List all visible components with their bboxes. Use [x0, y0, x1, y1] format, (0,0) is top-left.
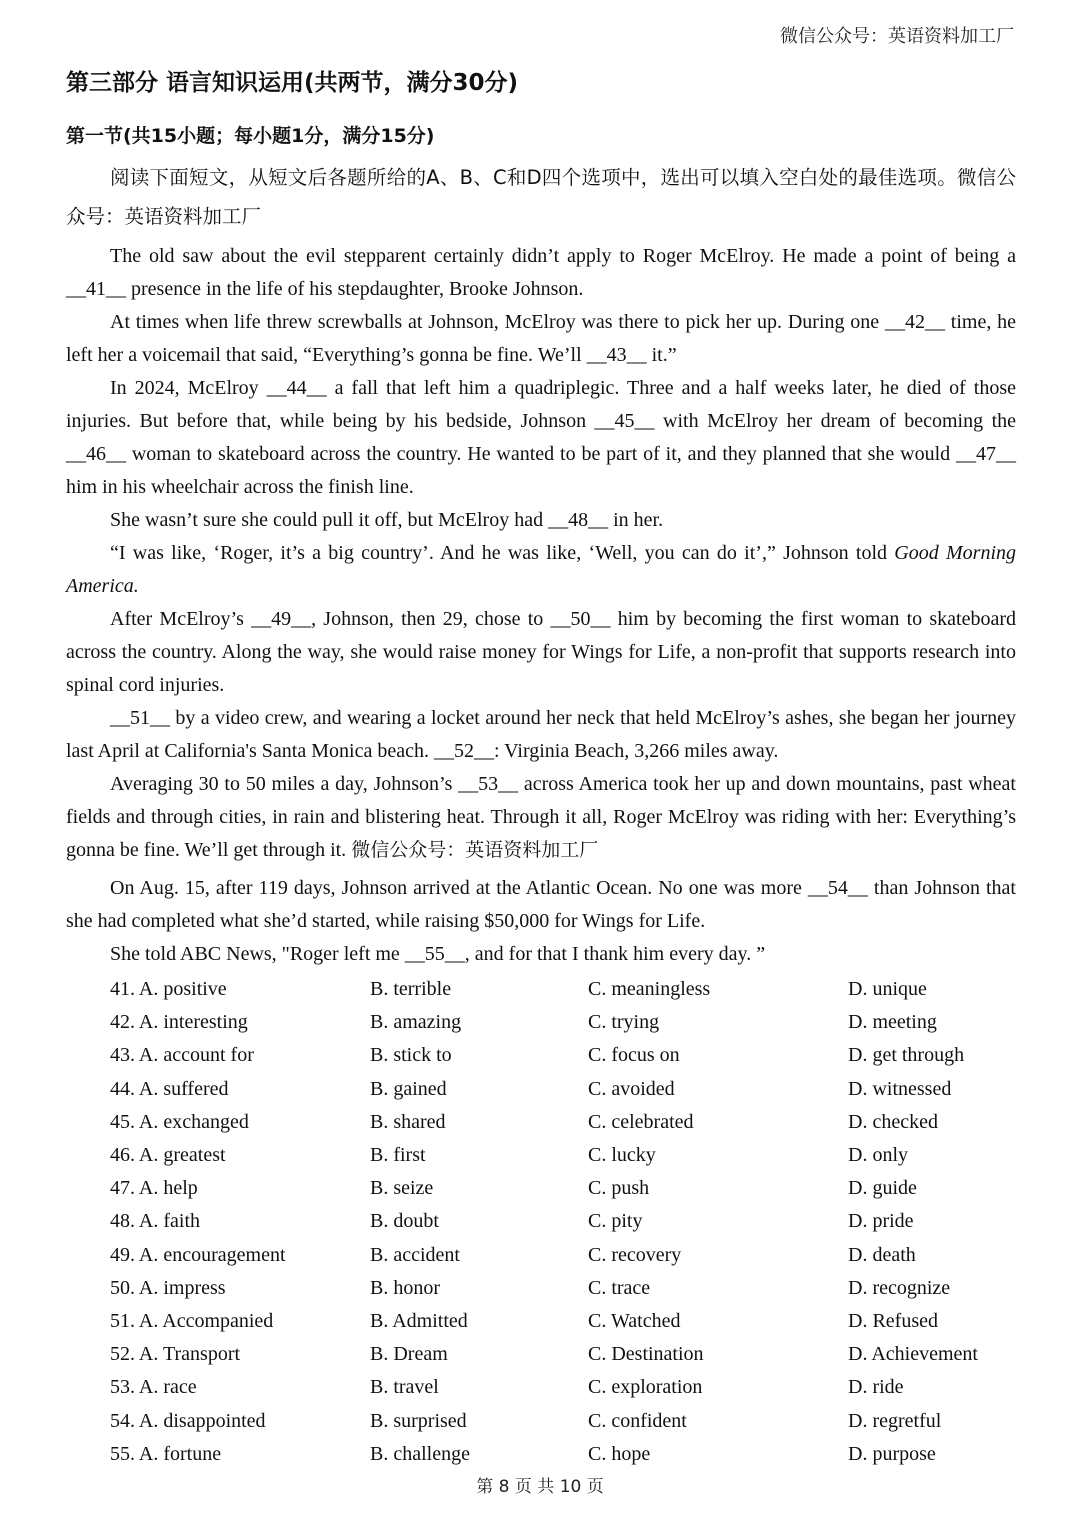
option-a-text: A. suffered [138, 1077, 229, 1100]
question-row [66, 1205, 1016, 1238]
option-a-text: A. impress [138, 1276, 226, 1299]
question-number: 48. [110, 1210, 135, 1233]
question-row [66, 1073, 1016, 1106]
option-b[interactable]: B. terrible [370, 978, 452, 1000]
passage-paragraph-10: She told ABC News, "Roger left me __55__, and for that I thank him every day. ” [110, 943, 766, 965]
question-number: 44. [110, 1077, 135, 1100]
option-a-text: A. greatest [138, 1144, 226, 1167]
option-c[interactable]: C. meaningless [588, 978, 711, 1000]
option-a-text: A. account for [138, 1044, 254, 1067]
option-b[interactable]: B. stick to [370, 1044, 452, 1067]
question-row [66, 1438, 1016, 1471]
passage-paragraph-1: The old saw about the evil stepparent certainly didn’t apply to Roger McElroy. He made a point of being a __41__ presence in the life of his stepdaughter, Brooke Johnson. [66, 245, 1016, 300]
option-d[interactable]: D. unique [848, 978, 927, 1000]
passage-paragraph-6: After McElroy’s __49__, Johnson, then 29, chose to __50__ him by becoming the first woman to skateboard across the country. Along the way, she would raise money for Wings for Life, a non-profit that supports research into spinal cord injuries. [66, 608, 1016, 696]
option-b[interactable]: B. doubt [370, 1210, 439, 1233]
option-d[interactable]: D. guide [848, 1177, 917, 1200]
question-number: 49. [110, 1243, 135, 1266]
option-c[interactable]: C. trying [588, 1011, 660, 1034]
option-a-text: A. help [138, 1177, 198, 1200]
question-row [66, 1305, 1016, 1338]
passage-paragraph-5 [66, 537, 1016, 603]
header-watermark: 微信公众号：英语资料加工厂 [780, 26, 1014, 47]
option-c[interactable]: C. avoided [588, 1077, 675, 1100]
question-number: 54. [110, 1409, 135, 1432]
question-row [66, 1039, 1016, 1072]
passage [66, 240, 1016, 971]
page-number: 第 8 页 共 10 页 [476, 1477, 604, 1497]
option-a-text: A. faith [138, 1210, 200, 1233]
option-c[interactable]: C. focus on [588, 1044, 680, 1067]
question-number: 47. [110, 1177, 135, 1200]
option-a-text: A. fortune [138, 1442, 222, 1465]
question-row [66, 1239, 1016, 1272]
option-d[interactable]: D. Refused [848, 1310, 938, 1333]
passage-paragraph-5-text: “I was like, ‘Roger, it’s a big country’. And he was like, ‘Well, you can do it’,” Johnson told [110, 542, 895, 564]
option-c[interactable]: C. Destination [588, 1343, 704, 1366]
option-b[interactable]: B. Admitted [370, 1310, 468, 1333]
question-number: 52. [110, 1343, 135, 1366]
question-number: 45. [110, 1110, 135, 1133]
passage-watermark: 微信公众号：英语资料加工厂 [351, 839, 599, 861]
option-c[interactable]: C. exploration [588, 1376, 703, 1399]
option-d[interactable]: D. get through [848, 1044, 965, 1067]
question-number: 46. [110, 1144, 135, 1167]
option-a[interactable] [66, 1305, 370, 1338]
passage-paragraph-4: She wasn’t sure she could pull it off, but McElroy had __48__ in her. [110, 509, 664, 531]
option-c[interactable]: C. lucky [588, 1144, 656, 1167]
option-a[interactable] [66, 1106, 370, 1139]
option-d[interactable]: D. pride [848, 1210, 914, 1233]
option-c[interactable]: C. recovery [588, 1243, 682, 1266]
question-row [66, 1272, 1016, 1305]
passage-paragraph-9: On Aug. 15, after 119 days, Johnson arrived at the Atlantic Ocean. No one was more __54__ than Johnson that she had completed what she’d started, while raising $50,000 for Wings for Life. [66, 877, 1016, 932]
exam-page [66, 60, 1016, 1471]
option-d[interactable]: D. only [848, 1144, 908, 1167]
option-a[interactable] [66, 1205, 370, 1238]
option-c[interactable]: C. celebrated [588, 1110, 694, 1133]
passage-paragraph-5-italic: Good Morning America. [66, 542, 1017, 597]
option-a[interactable] [66, 1139, 370, 1172]
option-a-text: A. Accompanied [138, 1310, 274, 1333]
option-a-text: A. exchanged [138, 1110, 249, 1133]
section-title: 第一节(共15小题；每小题1分，满分15分) [66, 125, 435, 147]
option-a-text: A. positive [138, 978, 227, 1000]
question-row [66, 1371, 1016, 1404]
option-b[interactable]: B. seize [370, 1177, 434, 1200]
option-b[interactable]: B. surprised [370, 1409, 467, 1432]
option-a[interactable] [66, 1073, 370, 1106]
option-a-text: A. Transport [138, 1343, 241, 1366]
option-b[interactable]: B. challenge [370, 1442, 470, 1465]
option-a[interactable] [66, 1006, 370, 1039]
question-row [66, 1106, 1016, 1139]
option-c[interactable]: C. push [588, 1177, 650, 1200]
option-a-text: A. encouragement [138, 1243, 286, 1266]
passage-paragraph-7: __51__ by a video crew, and wearing a locket around her neck that held McElroy’s ashes, she began her journey last April at California's Santa Monica beach. __52__: Virginia Beach, 3,266 miles away. [66, 707, 1016, 762]
option-a-text: A. disappointed [138, 1409, 266, 1432]
question-row [66, 1006, 1016, 1039]
question-number: 53. [110, 1376, 135, 1399]
option-b[interactable]: B. accident [370, 1243, 460, 1266]
option-a-text: A. interesting [138, 1011, 248, 1034]
option-b[interactable]: B. Dream [370, 1343, 448, 1366]
option-a[interactable] [66, 1338, 370, 1371]
question-number: 41. [110, 978, 135, 1000]
option-a-text: A. race [138, 1376, 197, 1399]
option-d[interactable]: D. ride [848, 1376, 904, 1399]
question-row [66, 1172, 1016, 1205]
options-list [66, 973, 1016, 1471]
instructions: 阅读下面短文，从短文后各题所给的A、B、C和D四个选项中，选出可以填入空白处的最佳选项。微信公众号：英语资料加工厂 [66, 166, 1016, 228]
question-row [66, 1405, 1016, 1438]
option-a[interactable] [66, 1239, 370, 1272]
option-b[interactable]: B. first [370, 1144, 426, 1167]
option-d[interactable]: D. Achievement [848, 1343, 978, 1366]
question-row [66, 1139, 1016, 1172]
option-c[interactable]: C. Watched [588, 1310, 681, 1333]
option-b[interactable]: B. honor [370, 1276, 440, 1299]
option-d[interactable]: D. death [848, 1243, 916, 1266]
option-d[interactable]: D. recognize [848, 1276, 951, 1299]
option-b[interactable]: B. gained [370, 1077, 447, 1100]
question-row [66, 1338, 1016, 1371]
passage-paragraph-8-text: Averaging 30 to 50 miles a day, Johnson’s __53__ across America took her up and down mountains, past wheat fields and through cities, in rain and blistering heat. Through it all, Roger McElroy was riding with her: Everything’s gonna be fine. We’ll get through it. [66, 773, 1016, 861]
option-c[interactable]: C. pity [588, 1210, 643, 1233]
option-d[interactable]: D. purpose [848, 1442, 936, 1465]
option-c[interactable]: C. hope [588, 1442, 651, 1465]
option-a[interactable] [66, 1405, 370, 1438]
passage-paragraph-3: In 2024, McElroy __44__ a fall that left him a quadriplegic. Three and a half weeks later, he died of those injuries. But before that, while being by his bedside, Johnson __45__ with McElroy her dream of becoming the __46__ woman to skateboard across the country. He wanted to be part of it, and they planned that she would __47__ him in his wheelchair across the finish line. [66, 377, 1016, 498]
option-d[interactable]: D. meeting [848, 1011, 937, 1034]
option-d[interactable]: D. regretful [848, 1409, 942, 1432]
option-d[interactable]: D. witnessed [848, 1077, 952, 1100]
part-title: 第三部分 语言知识运用(共两节，满分30分) [66, 70, 519, 96]
option-b[interactable]: B. shared [370, 1110, 446, 1133]
passage-paragraph-8 [66, 768, 1016, 867]
question-number: 51. [110, 1310, 135, 1333]
option-a[interactable] [66, 1371, 370, 1404]
option-c[interactable]: C. confident [588, 1409, 687, 1432]
question-number: 42. [110, 1011, 135, 1034]
option-a[interactable] [66, 1039, 370, 1072]
question-number: 55. [110, 1442, 135, 1465]
option-d[interactable]: D. checked [848, 1110, 938, 1133]
question-number: 43. [110, 1044, 135, 1067]
option-a[interactable] [66, 1272, 370, 1305]
option-a[interactable] [66, 1172, 370, 1205]
option-c[interactable]: C. trace [588, 1276, 651, 1299]
option-a[interactable] [66, 973, 370, 1006]
option-b[interactable]: B. travel [370, 1376, 439, 1399]
option-b[interactable]: B. amazing [370, 1011, 462, 1034]
question-row [66, 973, 1016, 1006]
option-a[interactable] [66, 1438, 370, 1471]
question-number: 50. [110, 1276, 135, 1299]
passage-paragraph-2: At times when life threw screwballs at Johnson, McElroy was there to pick her up. During one __42__ time, he left her a voicemail that said, “Everything’s gonna be fine. We’ll __43__ it.” [66, 311, 1016, 366]
